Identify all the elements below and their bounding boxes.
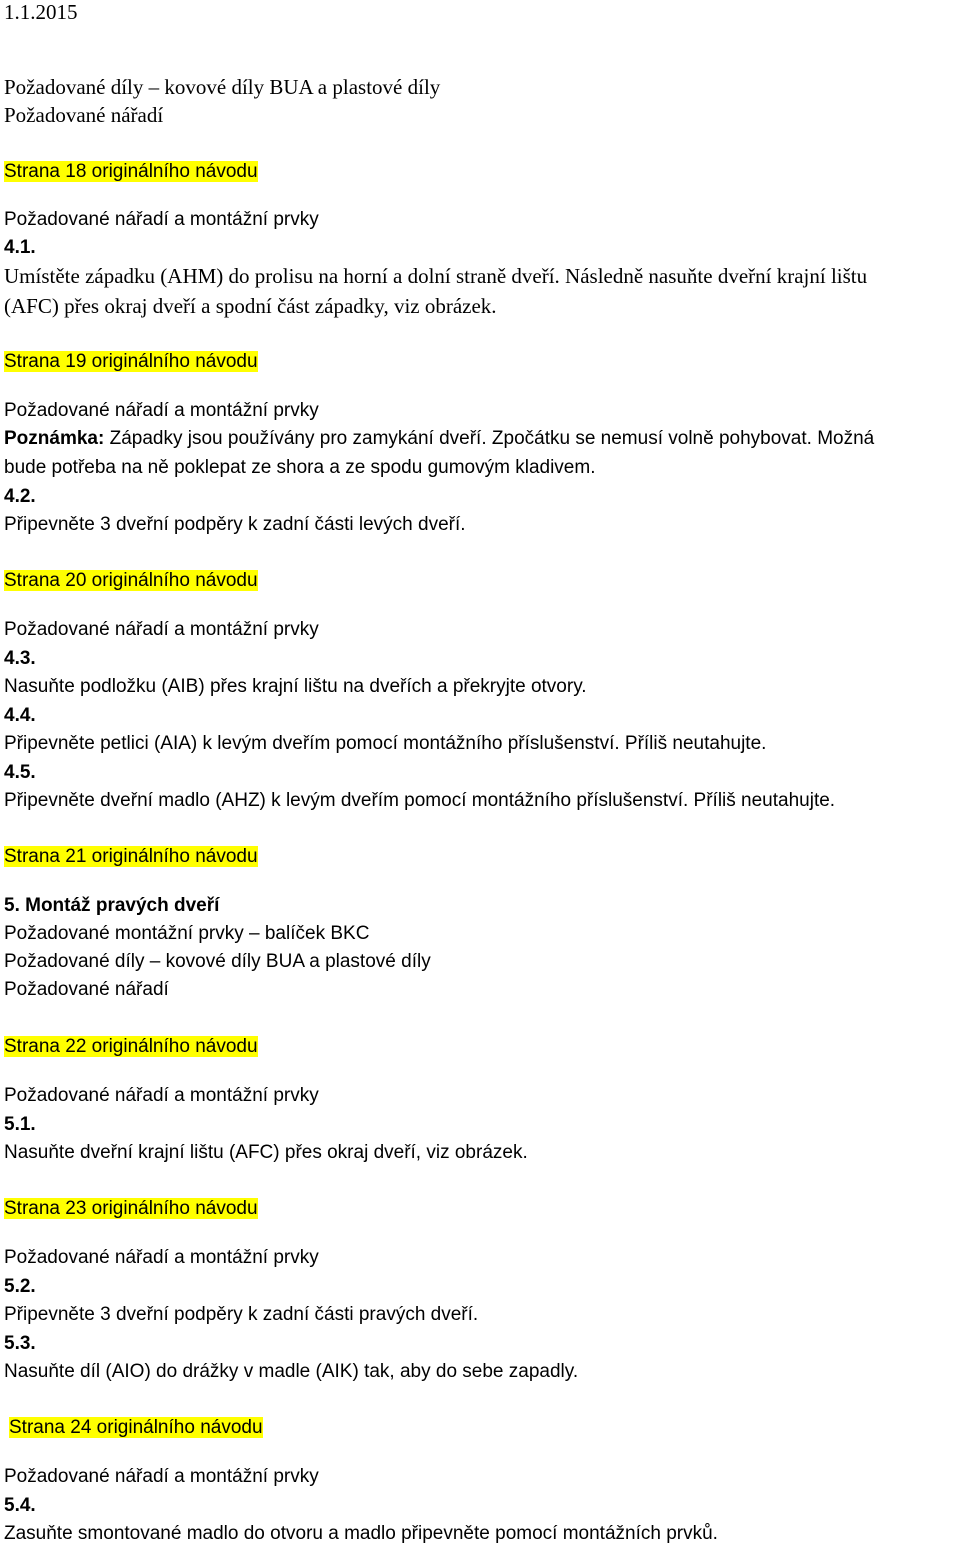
note-line bbox=[4, 429, 874, 448]
text-line: bude potřeba na ně poklepat ze shora a ze spodu gumovým kladivem. bbox=[4, 457, 596, 478]
page-reference-highlight: Strana 24 originálního návodu bbox=[9, 1417, 263, 1438]
step-number: 4.5. bbox=[4, 762, 36, 783]
page-reference-highlight: Strana 20 originálního návodu bbox=[4, 570, 258, 591]
text-line: Připevněte 3 dveřní podpěry k zadní části pravých dveří. bbox=[4, 1304, 479, 1325]
step-number: 4.4. bbox=[4, 705, 36, 726]
step-number: 5.1. bbox=[4, 1114, 36, 1135]
text-line: Nasuňte díl (AIO) do drážky v madle (AIK) tak, aby do sebe zapadly. bbox=[4, 1361, 579, 1382]
text-line: Požadované nářadí a montážní prvky bbox=[4, 1085, 319, 1106]
page-reference-highlight: Strana 19 originálního návodu bbox=[4, 351, 258, 372]
text-line: Požadované díly – kovové díly BUA a plastové díly bbox=[4, 951, 431, 972]
note-label: Poznámka: bbox=[4, 428, 105, 449]
note-text: Západky jsou používány pro zamykání dveří. Zpočátku se nemusí volně pohybovat. Možná bbox=[104, 428, 875, 449]
text-line: Požadované díly – kovové díly BUA a plastové díly bbox=[4, 75, 441, 99]
step-number: 5.2. bbox=[4, 1276, 36, 1297]
text-line: Připevněte petlici (AIA) k levým dveřím pomocí montážního příslušenství. Příliš neutahujte. bbox=[4, 733, 767, 754]
text-line: Připevněte 3 dveřní podpěry k zadní části levých dveří. bbox=[4, 514, 466, 535]
text-line: Požadované nářadí bbox=[4, 103, 164, 127]
text-line: Požadované nářadí a montážní prvky bbox=[4, 1247, 319, 1268]
text-line: Požadované nářadí a montážní prvky bbox=[4, 1466, 319, 1487]
text-line: Požadované nářadí a montážní prvky bbox=[4, 400, 319, 421]
page-reference-highlight: Strana 22 originálního návodu bbox=[4, 1036, 258, 1057]
step-number: 4.2. bbox=[4, 486, 36, 507]
text-line: Požadované nářadí a montážní prvky bbox=[4, 209, 319, 230]
text-line: Požadované montážní prvky – balíček BKC bbox=[4, 923, 370, 944]
text-line: (AFC) přes okraj dveří a spodní část západky, viz obrázek. bbox=[4, 294, 497, 318]
text-line: Zasuňte smontované madlo do otvoru a madlo připevněte pomocí montážních prvků. bbox=[4, 1523, 718, 1544]
step-number: 4.1. bbox=[4, 237, 36, 258]
step-number: 4.3. bbox=[4, 648, 36, 669]
section-heading: 5. Montáž pravých dveří bbox=[4, 895, 220, 916]
text-line: Požadované nářadí a montážní prvky bbox=[4, 619, 319, 640]
text-line: Požadované nářadí bbox=[4, 979, 169, 1000]
page-reference-highlight: Strana 18 originálního návodu bbox=[4, 161, 258, 182]
text-line: Nasuňte dveřní krajní lištu (AFC) přes okraj dveří, viz obrázek. bbox=[4, 1142, 528, 1163]
date: 1.1.2015 bbox=[4, 0, 78, 24]
step-number: 5.3. bbox=[4, 1333, 36, 1354]
text-line: Umístěte západku (AHM) do prolisu na horní a dolní straně dveří. Následně nasuňte dveřní krajní lištu bbox=[4, 264, 868, 288]
text-line: Nasuňte podložku (AIB) přes krajní lištu na dveřích a překryjte otvory. bbox=[4, 676, 587, 697]
text-line: Připevněte dveřní madlo (AHZ) k levým dveřím pomocí montážního příslušenství. Příliš neutahujte. bbox=[4, 790, 836, 811]
step-number: 5.4. bbox=[4, 1495, 36, 1516]
page-reference-highlight: Strana 23 originálního návodu bbox=[4, 1198, 258, 1219]
page-reference-highlight: Strana 21 originálního návodu bbox=[4, 846, 258, 867]
